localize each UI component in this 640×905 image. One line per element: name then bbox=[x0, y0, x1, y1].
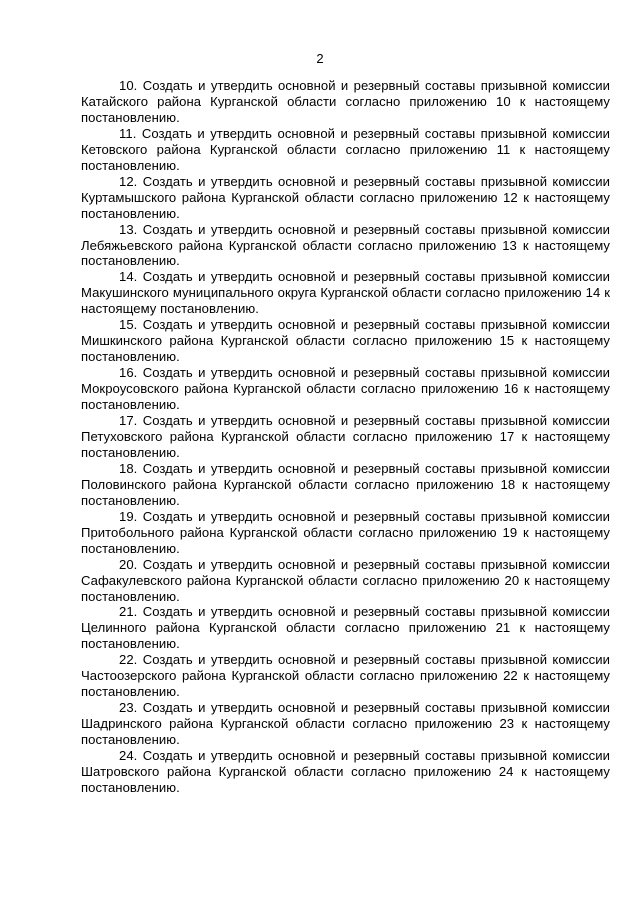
paragraph-item-12: 12. Создать и утвердить основной и резервный составы призывной комиссии Куртамышского района Курганской области согласно приложению 12 к настоящему постановлению. bbox=[81, 173, 610, 221]
page-number: 2 bbox=[316, 51, 324, 66]
paragraph-item-14: 14. Создать и утвердить основной и резервный составы призывной комиссии Макушинского муниципального округа Курганской области согласно приложению 14 к настоящему постановлению. bbox=[81, 269, 610, 317]
document-body bbox=[81, 78, 610, 796]
paragraph-item-18: 18. Создать и утвердить основной и резервный составы призывной комиссии Половинского района Курганской области согласно приложению 18 к настоящему постановлению. bbox=[81, 460, 610, 508]
paragraph-item-15: 15. Создать и утвердить основной и резервный составы призывной комиссии Мишкинского района Курганской области согласно приложению 15 к настоящему постановлению. bbox=[81, 317, 610, 365]
paragraph-item-10: 10. Создать и утвердить основной и резервный составы призывной комиссии Катайского района Курганской области согласно приложению 10 к настоящему постановлению. bbox=[81, 78, 610, 125]
paragraph-item-21: 21. Создать и утвердить основной и резервный составы призывной комиссии Целинного района Курганской области согласно приложению 21 к настоящему постановлению. bbox=[81, 604, 610, 652]
paragraph-item-19: 19. Создать и утвердить основной и резервный составы призывной комиссии Притобольного района Курганской области согласно приложению 19 к настоящему постановлению. bbox=[81, 508, 610, 556]
paragraph-item-20: 20. Создать и утвердить основной и резервный составы призывной комиссии Сафакулевского района Курганской области согласно приложению 20 к настоящему постановлению. bbox=[81, 556, 610, 604]
paragraph-item-13: 13. Создать и утвердить основной и резервный составы призывной комиссии Лебяжьевского района Курганской области согласно приложению 13 к настоящему постановлению. bbox=[81, 221, 610, 269]
paragraph-item-22: 22. Создать и утвердить основной и резервный составы призывной комиссии Частоозерского района Курганской области согласно приложению 22 к настоящему постановлению. bbox=[81, 652, 610, 700]
paragraph-item-23: 23. Создать и утвердить основной и резервный составы призывной комиссии Шадринского района Курганской области согласно приложению 23 к настоящему постановлению. bbox=[81, 700, 610, 748]
paragraph-item-24: 24. Создать и утвердить основной и резервный составы призывной комиссии Шатровского района Курганской области согласно приложению 24 к настоящему постановлению. bbox=[81, 748, 610, 795]
paragraph-item-16: 16. Создать и утвердить основной и резервный составы призывной комиссии Мокроусовского района Курганской области согласно приложению 16 к настоящему постановлению. bbox=[81, 365, 610, 413]
paragraph-item-11: 11. Создать и утвердить основной и резервный составы призывной комиссии Кетовского района Курганской области согласно приложению 11 к настоящему постановлению. bbox=[81, 125, 610, 173]
paragraph-item-17: 17. Создать и утвердить основной и резервный составы призывной комиссии Петуховского района Курганской области согласно приложению 17 к настоящему постановлению. bbox=[81, 413, 610, 460]
